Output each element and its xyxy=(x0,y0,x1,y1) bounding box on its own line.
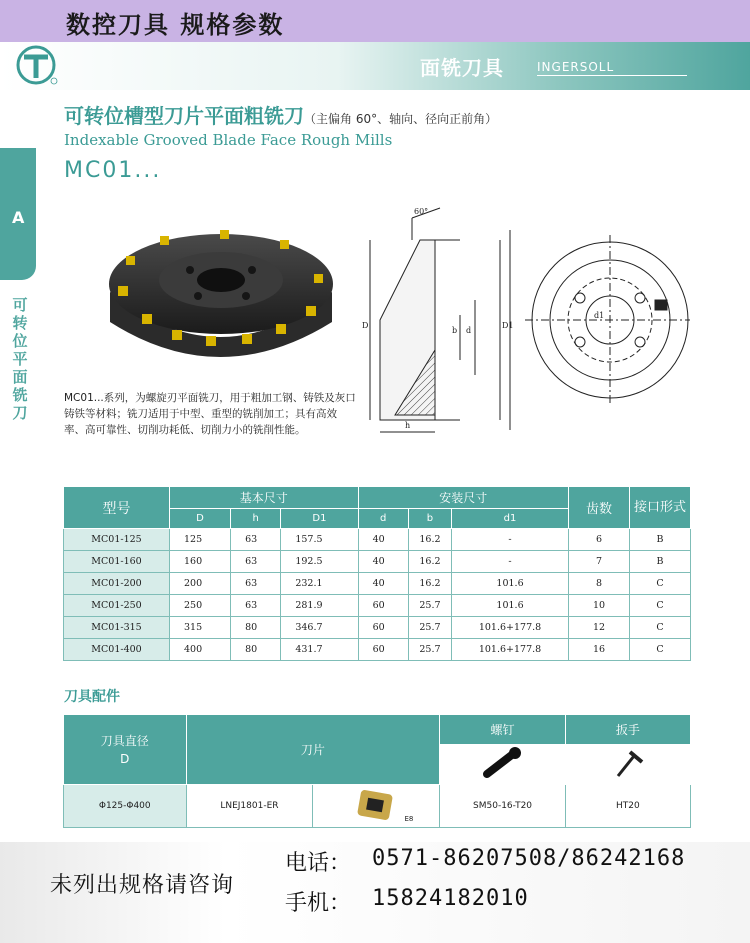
tel-number: 0571-86207508/86242168 xyxy=(372,846,686,871)
spec-table xyxy=(63,486,691,661)
cell-d: 40 xyxy=(358,529,408,551)
col-teeth: 齿数 xyxy=(569,487,630,529)
cell-teeth: 7 xyxy=(569,551,630,573)
col-diameter-sub: D xyxy=(120,751,130,766)
table-row xyxy=(64,573,691,595)
mobile-number: 15824182010 xyxy=(372,886,529,911)
col-interface: 接口形式 xyxy=(630,487,691,529)
cell-interface: B xyxy=(630,551,691,573)
dim-b-label: b xyxy=(452,326,458,335)
col-basic: 基本尺寸 xyxy=(170,487,359,509)
cell-model: MC01-400 xyxy=(64,639,170,661)
cell-teeth: 10 xyxy=(569,595,630,617)
col-d: d xyxy=(358,509,408,529)
dim-h-label: h xyxy=(405,421,411,430)
cell-model: MC01-250 xyxy=(64,595,170,617)
cell-D: 400 xyxy=(170,639,231,661)
insert-grade: E8 xyxy=(404,815,414,823)
mobile-label: 手机： xyxy=(285,891,352,916)
cell-D: 200 xyxy=(170,573,231,595)
cell-d1: - xyxy=(452,529,569,551)
angle-label: 60° xyxy=(414,207,429,216)
cell-d1: - xyxy=(452,551,569,573)
col-diameter xyxy=(64,715,187,785)
cell-h: 63 xyxy=(231,573,281,595)
cell-screw-code: SM50-16-T20 xyxy=(440,785,565,828)
cell-interface: C xyxy=(630,617,691,639)
side-tab-letter: A xyxy=(12,208,25,227)
insert-icon xyxy=(351,788,401,822)
cell-interface: C xyxy=(630,595,691,617)
cell-h: 63 xyxy=(231,529,281,551)
table-row xyxy=(64,639,691,661)
cell-d1: 101.6+177.8 xyxy=(452,639,569,661)
product-title-en: Indexable Grooved Blade Face Rough Mills xyxy=(64,131,393,149)
cell-interface: C xyxy=(630,573,691,595)
cell-D: 250 xyxy=(170,595,231,617)
accessories-title: 刀具配件 xyxy=(64,689,120,705)
cell-h: 80 xyxy=(231,639,281,661)
cell-b: 25.7 xyxy=(408,617,451,639)
col-model: 型号 xyxy=(64,487,170,529)
cell-teeth: 12 xyxy=(569,617,630,639)
cell-D1: 281.9 xyxy=(281,595,358,617)
cell-D1: 157.5 xyxy=(281,529,358,551)
col-d1: d1 xyxy=(452,509,569,529)
technical-drawing xyxy=(350,200,690,440)
cell-range: Φ125-Φ400 xyxy=(64,785,187,828)
cell-D: 125 xyxy=(170,529,231,551)
product-title-cn xyxy=(64,100,497,129)
accessories-table xyxy=(63,714,691,828)
side-tab-text: 可转位平面铣刀 xyxy=(12,296,28,422)
cell-D: 160 xyxy=(170,551,231,573)
product-title-main: 可转位槽型刀片平面粗铣刀 xyxy=(64,104,304,128)
cell-teeth: 6 xyxy=(569,529,630,551)
cell-b: 16.2 xyxy=(408,573,451,595)
cell-D1: 192.5 xyxy=(281,551,358,573)
dim-D-label: D xyxy=(362,321,369,330)
col-D: D xyxy=(170,509,231,529)
table-row xyxy=(64,529,691,551)
cell-model: MC01-160 xyxy=(64,551,170,573)
col-install: 安装尺寸 xyxy=(358,487,568,509)
cell-d: 40 xyxy=(358,551,408,573)
cell-b: 16.2 xyxy=(408,529,451,551)
cell-b: 25.7 xyxy=(408,639,451,661)
cell-insert-image xyxy=(313,785,440,828)
cell-d: 60 xyxy=(358,595,408,617)
screw-icon xyxy=(473,746,533,780)
header-category: 面铣刀具 xyxy=(420,56,504,80)
cell-h: 80 xyxy=(231,617,281,639)
col-insert: 刀片 xyxy=(186,715,440,785)
tel-label: 电话： xyxy=(285,851,352,876)
model-code: MC01... xyxy=(64,158,162,183)
product-description: MC01...系列，为螺旋刃平面铣刀，用于粗加工钢、铸铁及灰口铸铁等材料；铣刀适用于中型、重型的铣削加工；具有高效率、高可靠性、切削功耗低、切削力小的铣削性能。 xyxy=(64,392,356,436)
cell-b: 25.7 xyxy=(408,595,451,617)
dim-d-label: d xyxy=(466,326,472,335)
cell-d1: 101.6 xyxy=(452,573,569,595)
col-screw: 螺钉 xyxy=(440,715,565,745)
cell-d: 60 xyxy=(358,639,408,661)
cell-d: 40 xyxy=(358,573,408,595)
cell-model: MC01-125 xyxy=(64,529,170,551)
col-diameter-label: 刀具直径 xyxy=(100,733,149,748)
top-banner xyxy=(0,0,750,42)
cell-insert-code: LNEJ1801-ER xyxy=(186,785,313,828)
cell-interface: C xyxy=(630,639,691,661)
cell-D1: 346.7 xyxy=(281,617,358,639)
table-row xyxy=(64,551,691,573)
screw-image-cell xyxy=(440,745,565,785)
col-D1: D1 xyxy=(281,509,358,529)
header-brand: INGERSOLL xyxy=(537,60,687,76)
cell-model: MC01-315 xyxy=(64,617,170,639)
wrench-image-cell xyxy=(565,745,690,785)
accessory-row xyxy=(64,785,691,828)
cell-model: MC01-200 xyxy=(64,573,170,595)
col-wrench: 扳手 xyxy=(565,715,690,745)
table-row xyxy=(64,617,691,639)
banner-text: 数控刀具 规格参数 xyxy=(66,10,285,39)
cell-D1: 431.7 xyxy=(281,639,358,661)
cell-b: 16.2 xyxy=(408,551,451,573)
dim-D1-label: D1 xyxy=(502,321,514,330)
product-title-note: （主偏角 60°、轴向、径向正前角） xyxy=(304,112,498,126)
cell-d1: 101.6 xyxy=(452,595,569,617)
cell-interface: B xyxy=(630,529,691,551)
cell-h: 63 xyxy=(231,551,281,573)
cell-D1: 232.1 xyxy=(281,573,358,595)
contact-note: 未列出规格请咨询 xyxy=(50,873,235,898)
col-h: h xyxy=(231,509,281,529)
product-photo xyxy=(100,222,340,372)
col-b: b xyxy=(408,509,451,529)
cell-teeth: 16 xyxy=(569,639,630,661)
cell-d1: 101.6+177.8 xyxy=(452,617,569,639)
dim-d1-label: d1 xyxy=(594,311,605,320)
cell-h: 63 xyxy=(231,595,281,617)
cell-D: 315 xyxy=(170,617,231,639)
wrench-icon xyxy=(598,746,658,780)
cell-d: 60 xyxy=(358,617,408,639)
company-logo xyxy=(16,44,58,86)
cell-wrench-code: HT20 xyxy=(565,785,690,828)
cell-teeth: 8 xyxy=(569,573,630,595)
table-row xyxy=(64,595,691,617)
